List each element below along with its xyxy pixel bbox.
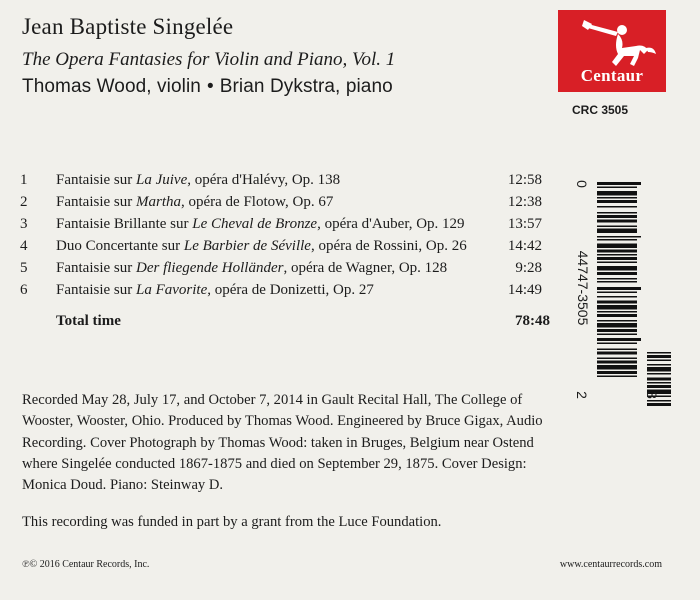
- barcode-bar: [597, 200, 637, 203]
- track-number: 4: [20, 238, 28, 254]
- barcode-bar: [597, 257, 637, 260]
- track-duration: 12:38: [507, 194, 542, 210]
- barcode-bar: [597, 320, 637, 322]
- barcode-digits-main: 44747-3505: [575, 250, 591, 326]
- barcode-bar: [597, 361, 637, 364]
- barcode-bar: [597, 229, 637, 234]
- barcode-bar: [597, 236, 641, 238]
- total-time-value: 78:48: [515, 313, 550, 329]
- track-title: Fantaisie sur La Juive, opéra d'Halévy, Op. 138: [56, 172, 341, 188]
- centaur-logo: [558, 10, 666, 92]
- barcode-addon-digit: 3: [644, 391, 660, 399]
- total-time-label: Total time: [56, 313, 121, 329]
- track-duration: 13:57: [507, 216, 542, 232]
- barcode-bar: [597, 358, 637, 360]
- barcode-addon-bar: [647, 360, 671, 362]
- barcode-addon-bar: [647, 355, 671, 358]
- barcode-bar: [597, 305, 637, 310]
- barcode-bar: [597, 197, 637, 199]
- barcode: [573, 172, 683, 424]
- track-title: Fantaisie Brillante sur Le Cheval de Bronze, opéra d'Auber, Op. 129: [56, 216, 465, 232]
- barcode-bar: [597, 220, 637, 223]
- barcode-bar: [597, 365, 637, 370]
- album-composer-title: Jean Baptiste Singelée: [22, 14, 234, 39]
- barcode-bar: [597, 287, 641, 290]
- barcode-bar: [597, 250, 637, 253]
- album-subtitle: The Opera Fantasies for Violin and Piano, Vol. 1: [22, 49, 396, 70]
- recording-credits: Recorded May 28, July 17, and October 7, 2014 in Gault Recital Hall, The College of Wooster, Wooster, Ohio. Produced by Thomas Wood. Engineered by Bruce Gigax, Audio Recording. Cover Photograph by Thomas Wood: taken in Bruges, Belgium near Ostend where Singelée conducted 1867-1875 and died on September 29, 1875. Cover Design: Monica Doud. Piano: Steinway D.: [22, 392, 543, 494]
- barcode-bar: [597, 244, 637, 249]
- barcode-bar: [597, 296, 637, 298]
- track-row: [20, 282, 542, 304]
- track-duration: 12:58: [507, 172, 542, 188]
- barcode-bar: [597, 329, 637, 332]
- track-number: 1: [20, 172, 28, 188]
- barcode-addon-bar: [647, 378, 671, 381]
- barcode-bar: [597, 262, 637, 264]
- track-title: Duo Concertante sur Le Barbier de Séville, opéra de Rossini, Op. 26: [56, 238, 467, 254]
- barcode-bar: [597, 323, 637, 328]
- performer-separator: •: [206, 76, 214, 97]
- catalog-number: CRC 3505: [572, 103, 629, 117]
- barcode-bar: [597, 212, 637, 214]
- barcode-bar: [597, 206, 637, 208]
- barcode-bar: [597, 338, 641, 341]
- barcode-bar: [597, 311, 637, 313]
- track-title: Fantaisie sur La Favorite, opéra de Donizetti, Op. 27: [56, 282, 374, 298]
- barcode-bar: [597, 278, 637, 280]
- barcode-addon-bar: [647, 367, 671, 372]
- track-title: Fantaisie sur Der fliegende Holländer, opéra de Wagner, Op. 128: [56, 260, 448, 276]
- barcode-bar: [597, 187, 637, 189]
- barcode-bar: [597, 226, 637, 228]
- track-number: 5: [20, 260, 28, 276]
- track-duration: 14:42: [507, 238, 542, 254]
- barcode-check-digit: 2: [574, 391, 590, 399]
- barcode-bar: [597, 343, 637, 345]
- barcode-addon-bar: [647, 352, 671, 354]
- barcode-bar: [597, 182, 641, 185]
- track-row: [20, 194, 542, 216]
- barcode-bar: [597, 239, 637, 241]
- barcode-bar: [597, 254, 637, 256]
- track-row: [20, 238, 542, 260]
- barcode-bar: [597, 292, 637, 294]
- barcode-bar: [597, 191, 637, 196]
- funding-note: This recording was funded in part by a grant from the Luce Foundation.: [22, 514, 442, 530]
- performer-violin: Thomas Wood, violin: [22, 76, 201, 97]
- barcode-bar: [597, 272, 637, 275]
- track-title: Fantaisie sur Martha, opéra de Flotow, Op. 67: [56, 194, 334, 210]
- barcode-bar: [597, 266, 637, 271]
- barcode-addon-bar: [647, 373, 671, 375]
- barcode-bar: [597, 215, 637, 218]
- track-duration: 14:49: [507, 282, 542, 298]
- logo-wordmark: Centaur: [580, 66, 644, 85]
- barcode-addon-bar: [647, 364, 671, 366]
- track-duration: 9:28: [515, 260, 542, 276]
- barcode-bar: [597, 281, 637, 283]
- barcode-bar: [597, 352, 637, 355]
- barcode-bar: [597, 301, 637, 304]
- track-number: 3: [20, 216, 28, 232]
- barcode-bar: [597, 371, 637, 374]
- track-row: [20, 216, 542, 238]
- track-row: [20, 260, 542, 282]
- barcode-bar: [597, 376, 637, 378]
- copyright-notice: ℗© 2016 Centaur Records, Inc.: [22, 559, 150, 570]
- barcode-bar: [597, 334, 637, 336]
- performer-piano: Brian Dykstra, piano: [219, 76, 393, 97]
- barcode-bar: [597, 349, 637, 351]
- barcode-bar: [597, 314, 637, 317]
- track-row: [20, 172, 542, 194]
- barcode-digit-first: 0: [574, 180, 590, 188]
- track-number: 6: [20, 282, 28, 298]
- website-url: www.centaurrecords.com: [559, 559, 662, 570]
- track-number: 2: [20, 194, 28, 210]
- performers-line: [22, 76, 393, 98]
